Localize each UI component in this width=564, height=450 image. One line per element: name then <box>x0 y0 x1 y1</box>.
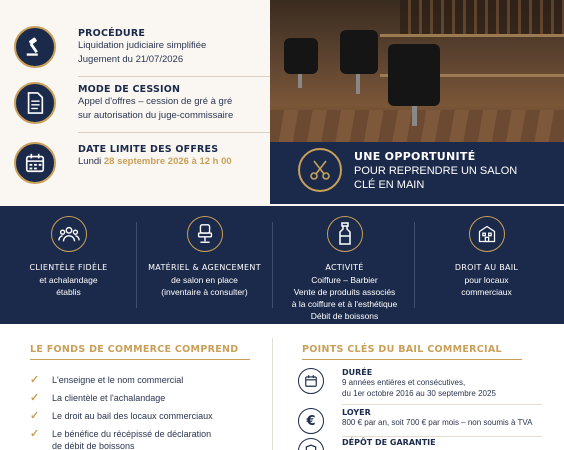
feature-line: commerciaux <box>461 287 512 297</box>
section-rule <box>30 359 250 360</box>
feature-line: de salon en place <box>171 275 238 285</box>
check-icon: ✓ <box>30 428 40 440</box>
building-icon <box>469 216 505 252</box>
divider <box>342 436 542 437</box>
date-limite-label: DATE LIMITE DES OFFRES <box>78 144 219 155</box>
feature-line: établis <box>56 287 81 297</box>
mode-cession-line-2: sur autorisation du juge-commissaire <box>78 110 234 121</box>
date-limite-line <box>78 155 288 169</box>
divider <box>272 222 273 308</box>
opportunity-banner <box>270 142 564 204</box>
divider <box>272 338 273 450</box>
banner-line-2: POUR REPRENDRE UN SALON <box>354 165 518 177</box>
bottom-section <box>0 324 564 450</box>
mode-cession-line-1: Appel d'offres – cession de gré à gré <box>78 96 233 107</box>
shield-icon <box>298 438 324 450</box>
bail-point-line: 9 années entières et consécutives, <box>342 378 466 387</box>
euro-icon: € <box>298 408 324 434</box>
feature-line: pour locaux <box>464 275 509 285</box>
fonds-title: LE FONDS DE COMMERCE COMPREND <box>30 344 239 355</box>
feature-line: (inventaire à consulter) <box>161 287 248 297</box>
bottle-icon <box>327 216 363 252</box>
divider <box>78 132 278 133</box>
date-limite-day: Lundi <box>78 156 102 167</box>
bail-point-line: 800 € par an, soit 700 € par mois – non soumis à TVA <box>342 418 533 427</box>
bail-point-heading: DÉPÔT DE GARANTIE <box>342 438 436 447</box>
bail-point-heading: LOYER <box>342 408 371 417</box>
features-band <box>0 206 564 324</box>
feature-title: DROIT AU BAIL <box>454 263 519 272</box>
banner-line-3: CLÉ EN MAIN <box>354 179 425 191</box>
feature-line: Débit de boissons <box>310 311 379 321</box>
list-item: ✓ Le bénéfice du récépissé de déclaration de débit de boissons <box>30 428 212 450</box>
chair-base <box>298 74 302 88</box>
divider <box>342 404 542 405</box>
feature-clientele <box>6 216 131 298</box>
divider <box>78 76 278 77</box>
calendar-icon <box>14 142 56 184</box>
feature-title: ACTIVITÉ <box>325 263 364 272</box>
salon-shelf <box>380 34 564 37</box>
check-icon: ✓ <box>30 410 40 422</box>
date-limite-value: 28 septembre 2026 à 12 h 00 <box>103 156 232 167</box>
check-icon: ✓ <box>30 392 40 404</box>
feature-title: MATÉRIEL & AGENCEMENT <box>148 263 261 272</box>
top-section <box>0 0 564 206</box>
scissors-icon <box>298 148 342 192</box>
bail-point-line: du 1er octobre 2016 au 30 septembre 2025 <box>342 389 496 398</box>
feature-line: à la coiffure et à l'esthétique <box>291 299 398 309</box>
barber-chair <box>388 44 440 106</box>
barber-chair <box>340 30 378 74</box>
feature-title: CLIENTÈLE FIDÈLE <box>29 263 108 272</box>
divider <box>136 222 137 308</box>
divider <box>414 222 415 308</box>
procedure-line-2: Jugement du 21/07/2026 <box>78 54 184 65</box>
barber-chair <box>284 38 318 74</box>
feature-line: Vente de produits associés <box>293 287 396 297</box>
chair-base <box>412 106 417 126</box>
feature-line: Coiffure – Barbier <box>311 275 378 285</box>
barber-chair-icon <box>187 216 223 252</box>
fonds-list <box>28 374 268 450</box>
chair-base <box>356 74 360 94</box>
section-rule <box>302 359 522 360</box>
gavel-icon <box>14 26 56 68</box>
list-item: ✓ Le droit au bail des locaux commerciaux <box>30 410 213 422</box>
feature-materiel <box>142 216 267 298</box>
document-icon <box>14 82 56 124</box>
salon-bottles <box>400 0 564 34</box>
procedure-line-1: Liquidation judiciaire simplifiée <box>78 40 207 51</box>
bail-title: POINTS CLÉS DU BAIL COMMERCIAL <box>302 344 502 355</box>
feature-line: et achalandage <box>39 275 98 285</box>
clients-icon <box>51 216 87 252</box>
procedure-label: PROCÉDURE <box>78 28 146 39</box>
salon-photo <box>270 0 564 150</box>
list-item: ✓ L'enseigne et le nom commercial <box>30 374 184 386</box>
mode-cession-label: MODE DE CESSION <box>78 84 181 95</box>
feature-activite <box>282 216 407 322</box>
bail-point-heading: DURÉE <box>342 368 373 377</box>
check-icon: ✓ <box>30 374 40 386</box>
list-item: ✓ La clientèle et l'achalandage <box>30 392 166 404</box>
feature-droit-au-bail <box>424 216 549 298</box>
banner-line-1: UNE OPPORTUNITÉ <box>354 150 476 163</box>
calendar-icon <box>298 368 324 394</box>
